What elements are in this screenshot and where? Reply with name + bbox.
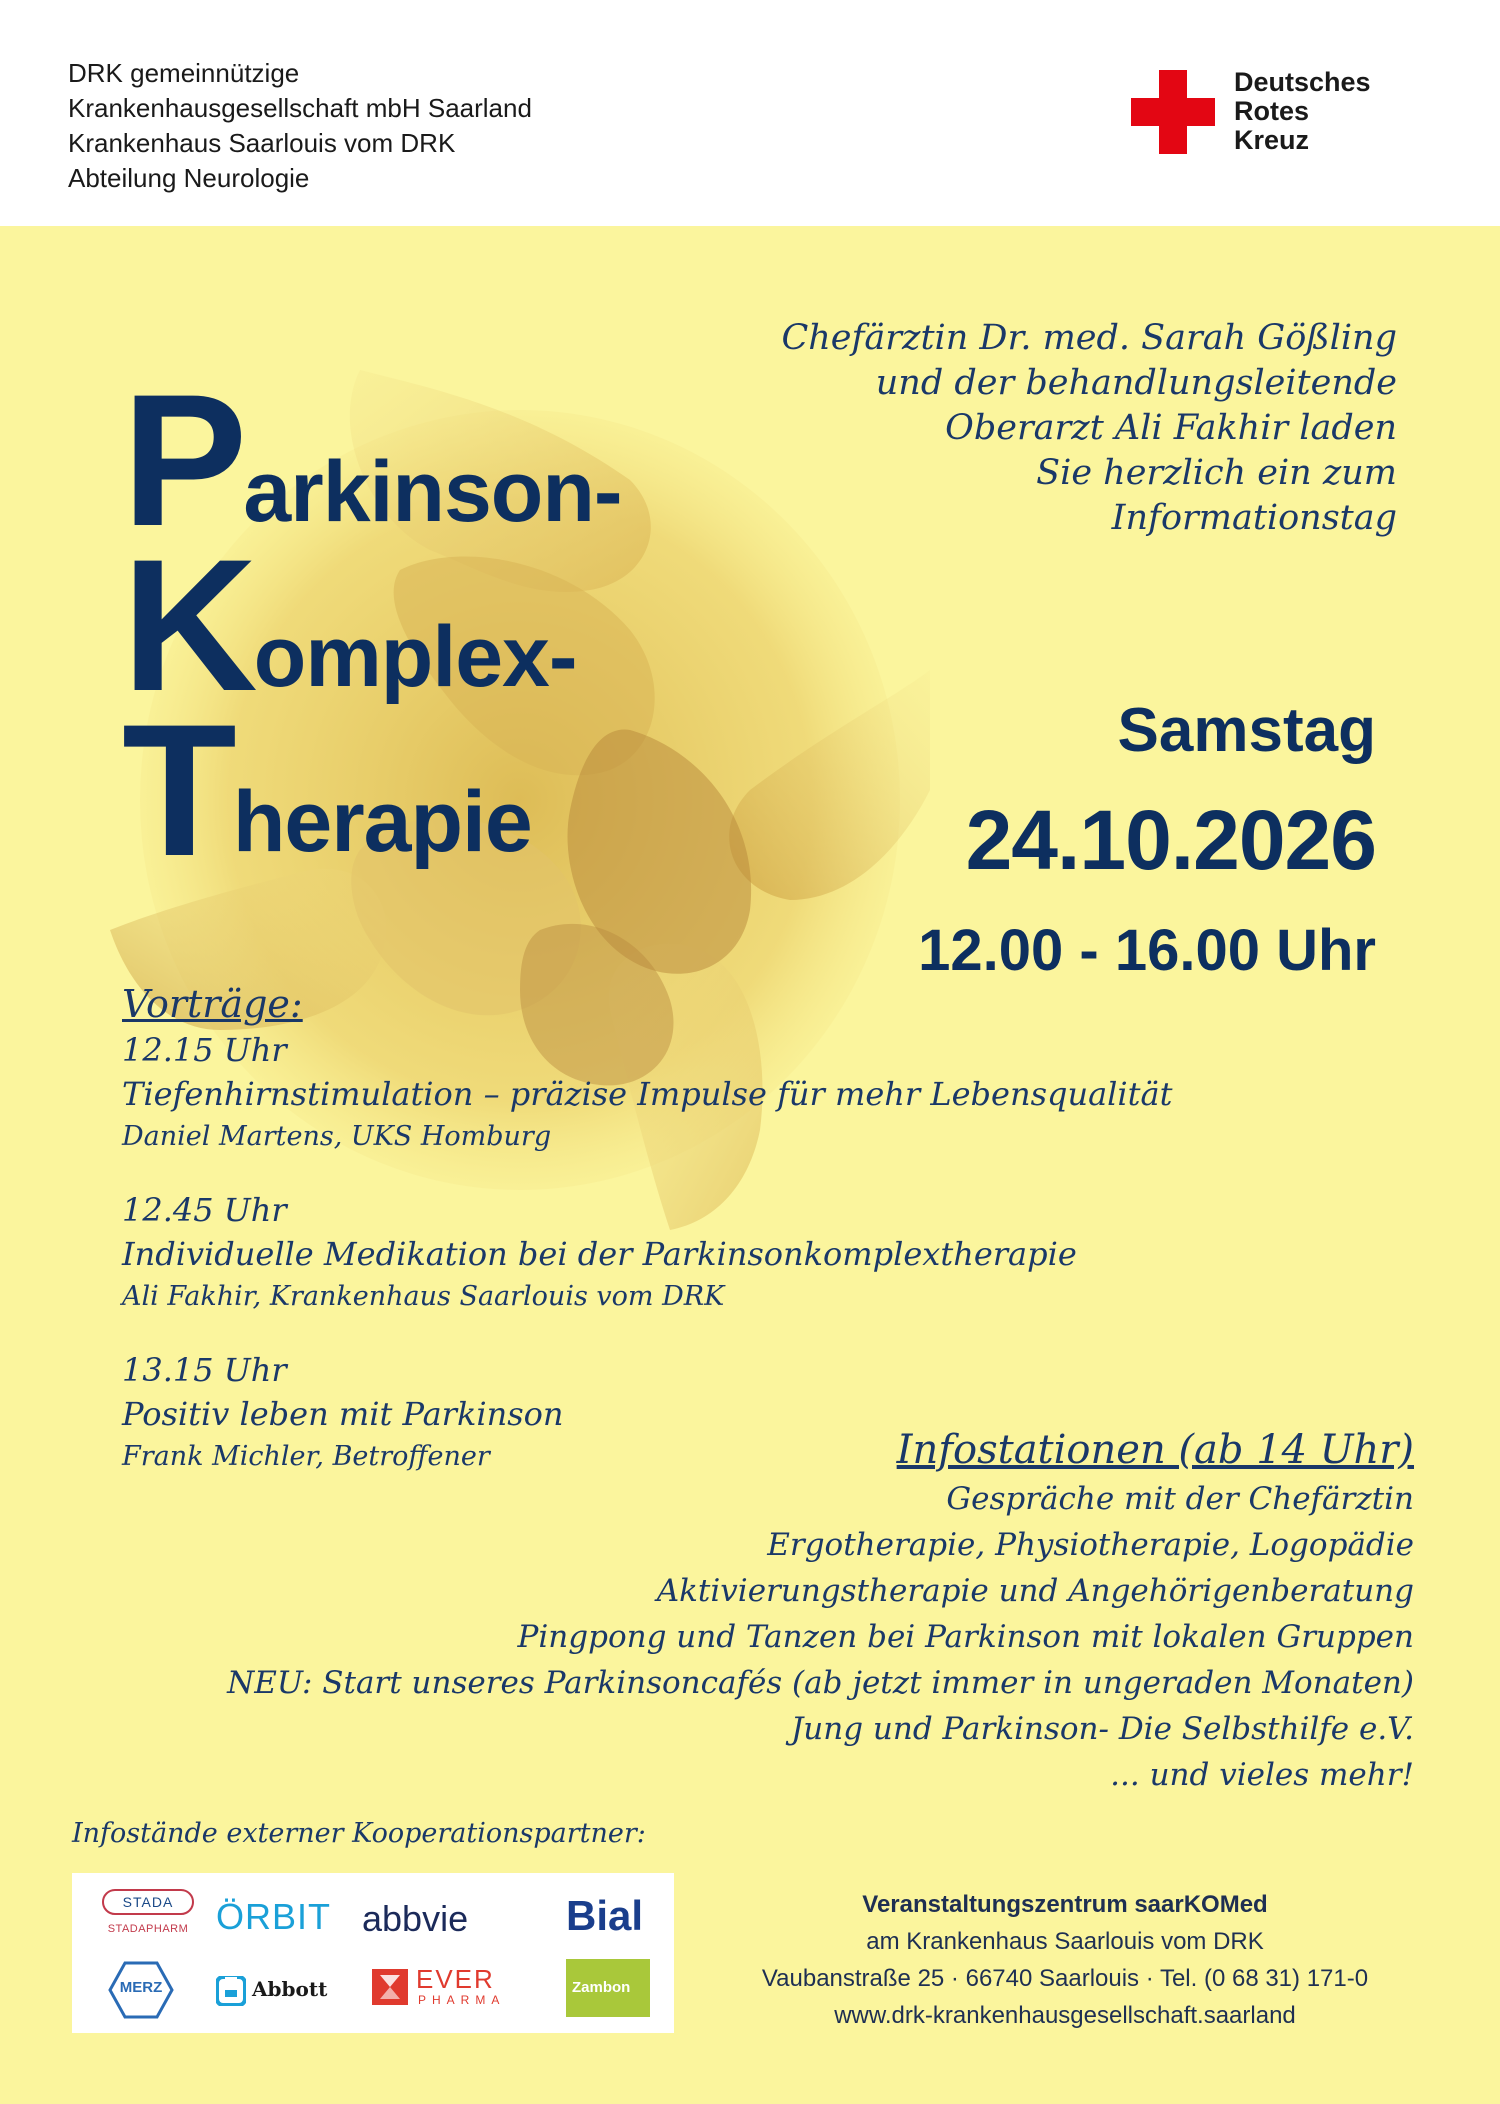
title-initial: K: [122, 520, 254, 730]
info-item: Gespräche mit der Chefärztin: [946, 1481, 1414, 1517]
talk-time: 13.15 Uhr: [122, 1351, 287, 1389]
info-item: Jung und Parkinson- Die Selbsthilfe e.V.: [790, 1711, 1414, 1747]
drk-logo-line: Deutsches: [1234, 67, 1371, 97]
venue-title: Veranstaltungszentrum saarKOMed: [862, 1891, 1268, 1918]
talk-title: Positiv leben mit Parkinson: [122, 1395, 564, 1433]
bial-logo: Bial: [566, 1892, 644, 1939]
info-item: Ergotherapie, Physiotherapie, Logopädie: [767, 1527, 1414, 1563]
talks-heading: Vorträge:: [122, 982, 303, 1026]
partners-title: Infostände externer Kooperationspartner:: [72, 1818, 646, 1849]
info-item: ... und vieles mehr!: [1110, 1757, 1414, 1793]
stada-wordmark: STADA: [102, 1889, 194, 1915]
orbit-logo: ÖRBIT: [216, 1896, 332, 1937]
invite-line: Oberarzt Ali Fakhir laden: [945, 408, 1397, 448]
info-heading: Infostationen (ab 14 Uhr): [896, 1427, 1414, 1473]
talk-item: [122, 1028, 1172, 1158]
invitation-text: [781, 316, 1397, 541]
venue-address: Vaubanstraße 25 · 66740 Saarlouis · Tel. (0 68 31) 171-0: [761, 1965, 1369, 1992]
header-band: [0, 0, 1500, 226]
zambon-logo: [566, 1959, 650, 2017]
drk-logo-text: [1234, 68, 1371, 155]
pharma-wordmark: PHARMA: [418, 1993, 506, 2007]
invite-line: Chefärztin Dr. med. Sarah Gößling: [781, 318, 1397, 358]
talk-time: 12.15 Uhr: [122, 1031, 287, 1069]
talk-title: Individuelle Medikation bei der Parkinsonkomplextherapie: [122, 1235, 1077, 1273]
talk-item: [122, 1188, 1172, 1318]
talk-speaker: Ali Fakhir, Krankenhaus Saarlouis vom DRK: [122, 1281, 725, 1312]
event-date: 24.10.2026: [965, 793, 1376, 887]
event-title: [122, 355, 622, 895]
drk-logo-line: Kreuz: [1234, 125, 1310, 155]
merz-logo: [108, 1961, 174, 2019]
org-line: Abteilung Neurologie: [68, 163, 310, 193]
info-item: Aktivierungstherapie und Angehörigenberatung: [656, 1573, 1414, 1609]
organization-block: [68, 56, 532, 196]
title-line-2: [122, 520, 622, 730]
abbott-wordmark: Abbott: [252, 1977, 328, 2001]
title-initial: T: [122, 685, 233, 895]
org-line: Krankenhausgesellschaft mbH Saarland: [68, 93, 532, 123]
info-item: NEU: Start unseres Parkinsoncafés (ab jetzt immer in ungeraden Monaten): [227, 1665, 1414, 1701]
venue-line: am Krankenhaus Saarlouis vom DRK: [866, 1928, 1264, 1955]
event-day: Samstag: [1117, 696, 1376, 765]
ever-pharma-icon: [372, 1969, 408, 2005]
zambon-wordmark: Zambon: [572, 1979, 631, 1996]
title-line-3: [122, 685, 622, 895]
talk-title: Tiefenhirnstimulation – präzise Impulse für mehr Lebensqualität: [122, 1075, 1173, 1113]
ever-wordmark: EVER: [416, 1964, 495, 1994]
drk-logo-line: Rotes: [1234, 96, 1310, 126]
stadapharm-wordmark: STADAPHARM: [107, 1923, 189, 1935]
ever-pharma-logo: [372, 1965, 522, 2015]
venue-block: [720, 1886, 1410, 2034]
org-line: DRK gemeinnützige: [68, 58, 300, 88]
drk-logo: [1131, 68, 1421, 158]
abbott-logo: [216, 1973, 336, 2009]
partner-logos-panel: [72, 1873, 674, 2033]
abbott-icon: [216, 1976, 246, 2006]
title-rest: omplex-: [253, 609, 577, 705]
abbvie-logo: abbvie: [362, 1898, 469, 1939]
org-line: Krankenhaus Saarlouis vom DRK: [68, 128, 456, 158]
invite-line: und der behandlungsleitende: [875, 363, 1397, 403]
invite-line: Sie herzlich ein zum: [1036, 453, 1397, 493]
red-cross-icon: [1131, 70, 1215, 154]
title-rest: herapie: [232, 774, 532, 870]
invite-line: Informationstag: [1111, 498, 1397, 538]
title-initial: P: [122, 355, 244, 565]
merz-wordmark: MERZ: [119, 1979, 163, 1996]
talk-speaker: Daniel Martens, UKS Homburg: [122, 1121, 552, 1152]
info-stations-section: [227, 1424, 1414, 1798]
info-item: Pingpong und Tanzen bei Parkinson mit lokalen Gruppen: [517, 1619, 1414, 1655]
event-time: 12.00 - 16.00 Uhr: [918, 918, 1376, 983]
talk-speaker: Frank Michler, Betroffener: [122, 1441, 490, 1472]
title-rest: arkinson-: [243, 444, 622, 540]
venue-website-link[interactable]: www.drk-krankenhausgesellschaft.saarland: [834, 2002, 1296, 2029]
title-line-1: [122, 355, 622, 565]
talk-time: 12.45 Uhr: [122, 1191, 287, 1229]
talks-section: [122, 980, 1172, 1478]
stada-logo: [102, 1889, 194, 1949]
